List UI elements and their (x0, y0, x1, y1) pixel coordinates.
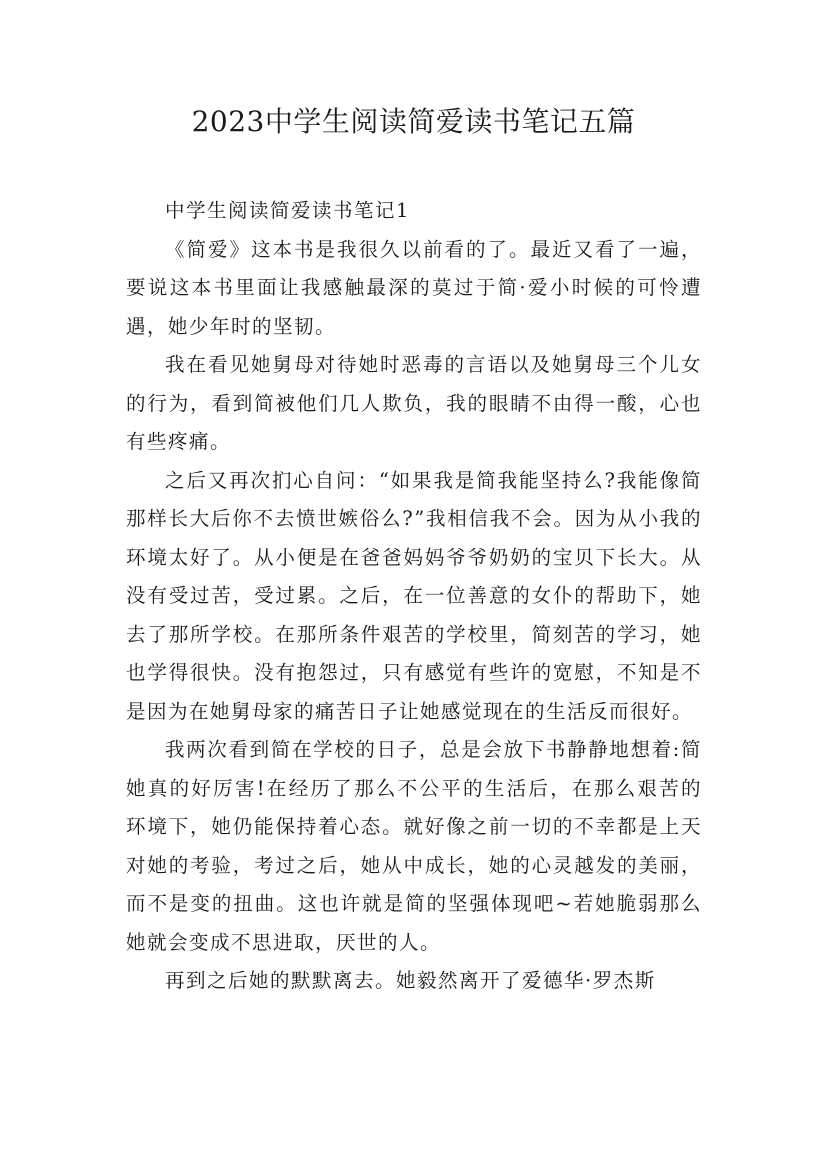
paragraph-5: 再到之后她的默默离去。她毅然离开了爱德华·罗杰斯 (165, 969, 656, 992)
section-heading: 中学生阅读简爱读书笔记1 (165, 199, 410, 222)
paragraph-3: 之后又再次扪心自问：“如果我是简我能坚持么?我能像简那样长大后你不去愤世嫉俗么?”我相信我不会。因为从小我的环境太好了。从小便是在爸爸妈妈爷爷奶奶的宝贝下长大。从没有受过苦，受过累。之后，在一位善意的女仆的帮助下，她去了那所学校。在那所条件艰苦的学校里，简刻苦的学习，她也学得很快。没有抱怨过，只有感觉有些许的宽慰，不知是不是因为在她舅母家的痛苦日子让她感觉现在的生活反而很好。 (126, 468, 702, 723)
paragraph-2: 我在看见她舅母对待她时恶毒的言语以及她舅母三个儿女的行为，看到简被他们几人欺负，我的眼睛不由得一酸，心也有些疼痛。 (126, 353, 702, 453)
paragraph-1: 《简爱》这本书是我很久以前看的了。最近又看了一遍，要说这本书里面让我感触最深的莫过于简·爱小时候的可怜遭遇，她少年时的坚韧。 (126, 237, 702, 338)
paragraph-4: 我两次看到简在学校的日子，总是会放下书静静地想着:简她真的好厉害!在经历了那么不公平的生活后，在那么艰苦的环境下，她仍能保持着心态。就好像之前一切的不幸都是上天对她的考验，考过之后，她从中成长，她的心灵越发的美丽，而不是变的扭曲。这也许就是简的坚强体现吧~若她脆弱那么她就会变成不思进取，厌世的人。 (126, 738, 702, 954)
document-title: 2023中学生阅读简爱读书笔记五篇 (191, 105, 636, 138)
document-body (126, 192, 702, 1001)
